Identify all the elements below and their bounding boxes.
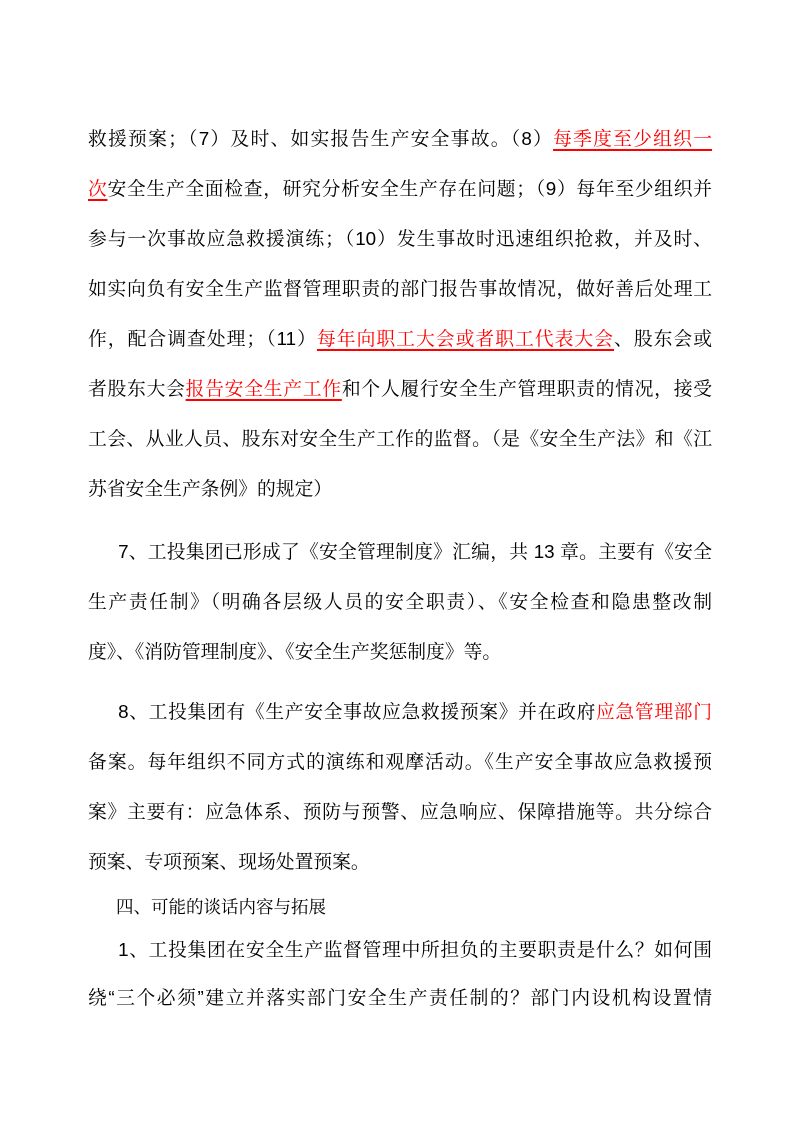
text-line [88,889,712,926]
text-line [88,114,712,164]
text-run: 安全生产全面检查，研究分析安全生产存在问题；（9）每年至少组织并 [107,178,712,199]
text-line [88,837,712,887]
text-run: 绕“三个必须”建立并落实部门安全生产责任制的？部门内设机构设置情 [88,987,712,1008]
text-line [88,314,712,364]
text-line [88,926,712,974]
text-run: 参与一次事故应急救援演练；（10）发生事故时迅速组织抢救，并及时、 [88,228,712,249]
text-run: 如实向负有安全生产监督管理职责的部门报告事故情况，做好善后处理工 [88,278,712,299]
text-run: 者股东大会 [88,378,186,399]
text-run: 度》、《消防管理制度》、《安全生产奖惩制度》等。 [88,641,502,662]
para-7-safety-management-system [88,527,712,677]
text-run: 救援预案；（7）及时、如实报告生产安全事故。（8） [88,128,554,149]
text-line [88,214,712,264]
text-line [88,164,712,214]
text-run: 8、工投集团有《生产安全事故应急救援预案》并在政府 [118,701,596,722]
text-run: 工会、从业人员、股东对安全生产工作的监督。（是《安全生产法》和《江 [88,428,712,449]
document-body [88,114,712,1022]
text-line [88,627,712,677]
text-line [88,974,712,1022]
highlighted-text-run: 次 [88,178,108,199]
text-line [88,687,712,737]
text-line [88,414,712,464]
text-line [88,737,712,787]
text-run: 、股东会或 [614,328,713,349]
text-line [88,464,712,514]
heading-section-4 [88,889,712,926]
text-line [88,577,712,627]
text-run: 生产责任制》（明确各层级人员的安全职责）、《安全检查和隐患整改制 [88,591,712,612]
text-run: 1、工投集团在安全生产监督管理中所担负的主要职责是什么？如何围 [118,939,712,960]
highlighted-text-run: 应急管理部门 [595,701,712,722]
text-run: 四、可能的谈话内容与拓展 [116,897,326,917]
text-run: 7、工投集团已形成了《安全管理制度》汇编，共 13 章。主要有《安全 [118,541,712,562]
para-responsibilities-continued [88,114,712,514]
para-8-emergency-plan [88,687,712,887]
text-run: 作，配合调查处理；（11） [88,328,317,349]
highlighted-text-run: 每季度至少组织一 [553,128,712,149]
text-run: 苏省安全生产条例》的规定） [88,478,333,499]
text-line [88,364,712,414]
highlighted-text-run: 报告安全生产工作 [185,378,342,399]
highlighted-text-run: 每年向职工大会或者职工代表大会 [316,328,615,349]
text-line [88,787,712,837]
text-line [88,264,712,314]
text-run: 和个人履行安全生产管理职责的情况，接受 [341,378,713,399]
text-run: 备案。每年组织不同方式的演练和观摩活动。《生产安全事故应急救援预 [88,751,712,772]
para-q1-duties [88,926,712,1022]
text-run: 预案、专项预案、现场处置预案。 [88,851,370,872]
text-run: 案》主要有：应急体系、预防与预警、应急响应、保障措施等。共分综合 [88,801,712,822]
text-line [88,527,712,577]
